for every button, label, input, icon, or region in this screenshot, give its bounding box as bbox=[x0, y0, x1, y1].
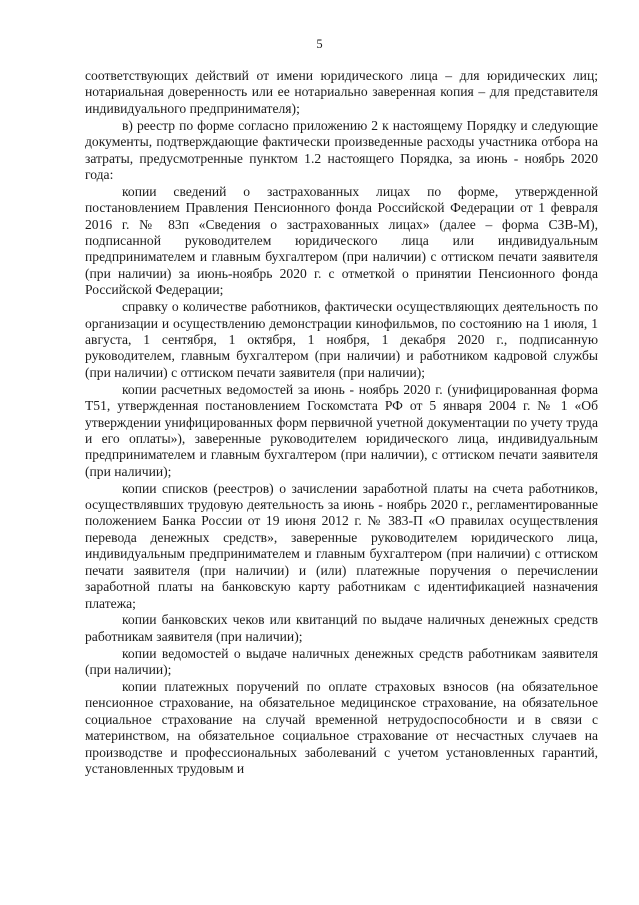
paragraph-bank-receipts: копии банковских чеков или квитанций по выдаче наличных денежных средств работникам заявителя (при наличии); bbox=[85, 612, 598, 644]
paragraph-szv-m-copies: копии сведений о застрахованных лицах по форме, утвержденной постановлением Правления Пенсионного фонда Российской Федерации от 1 февраля 2016 г. № 83п «Сведения о застрахованных лицах» (далее – форма СЗВ-М), подписанной руководителем юридического лица или индивидуальным предпринимателем и главным бухгалтером (при наличии) с оттиском печати заявителя (при наличии) за июнь-ноябрь 2020 г. с отметкой о принятии Пенсионного фонда Российской Федерации; bbox=[85, 183, 598, 298]
paragraph-cash-statements: копии ведомостей о выдаче наличных денежных средств работникам заявителя (при наличии); bbox=[85, 645, 598, 678]
paragraph-payroll-statements: копии расчетных ведомостей за июнь - ноябрь 2020 г. (унифицированная форма Т51, утвержденная постановлением Госкомстата РФ от 5 января 2004 г. № 1 «Об утверждении унифицированных форм первичной учетной документации по учету труда и его оплаты»), заверенные руководителем юридического лица, индивидуальным предпринимателем и главным бухгалтером (при наличии), с оттиском печати заявителя (при наличии); bbox=[85, 381, 598, 479]
document-body bbox=[85, 68, 598, 778]
paragraph-continuation: соответствующих действий от имени юридического лица – для юридических лиц; нотариальная доверенность или ее нотариально заверенная копия – для представителя индивидуального предпринимателя); bbox=[85, 68, 598, 116]
paragraph-salary-transfer-lists: копии списков (реестров) о зачислении заработной платы на счета работников, осуществлявших трудовую деятельность за июнь - ноябрь 2020 г., регламентированные положением Банка России от 19 июня 2012 г. № 383-П «О правилах осуществления перевода денежных средств», заверенные руководителем юридического лица, индивидуальным предпринимателем и главным бухгалтером (при наличии) с оттиском печати заявителя (при наличии) и (или) платежные поручения о перечислении заработной платы на банковскую карту работникам с идентификацией назначения платежа; bbox=[85, 480, 598, 611]
paragraph-employee-count-certificate: справку о количестве работников, фактически осуществляющих деятельность по организации и осуществлению демонстрации кинофильмов, по состоянию на 1 июля, 1 августа, 1 сентября, 1 октября, 1 ноября, 1 декабря 2020 г., подписанную руководителем, главным бухгалтером (при наличии) и работником кадровой службы (при наличии) с оттиском печати заявителя (при наличии); bbox=[85, 299, 598, 380]
page-number: 5 bbox=[316, 37, 323, 51]
paragraph-registry: в) реестр по форме согласно приложению 2 к настоящему Порядку и следующие документы, подтверждающие фактически произведенные расходы участника отбора на затраты, предусмотренные пунктом 1.2 настоящего Порядка, за июнь - ноябрь 2020 года: bbox=[85, 117, 598, 182]
paragraph-insurance-payment-orders: копии платежных поручений по оплате страховых взносов (на обязательное пенсионное страхование, на обязательное медицинское страхование, на обязательное социальное страхование на случай временной нетрудоспособности и в связи с материнством, на обязательное социальное страхование от несчастных случаев на производстве и профессиональных заболеваний с учетом установленных гарантий, установленных трудовым и bbox=[85, 679, 598, 777]
